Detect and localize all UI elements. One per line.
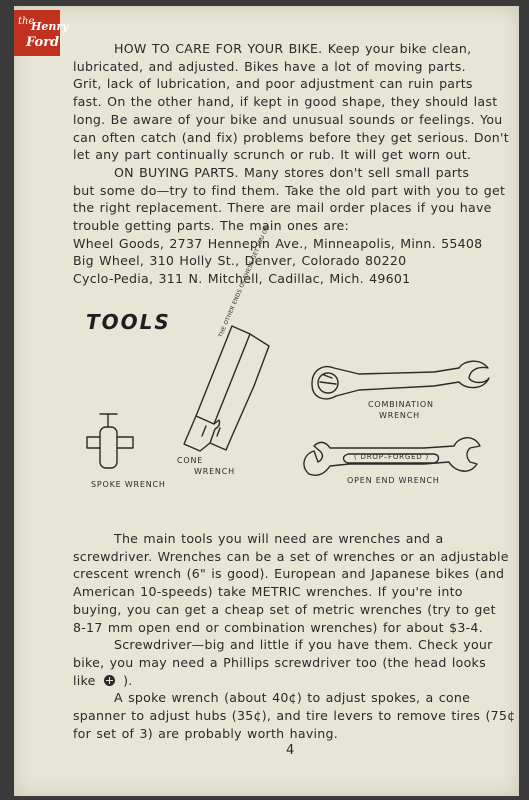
cone-wrench-label-line1: CONE xyxy=(177,456,204,465)
book-page xyxy=(14,6,519,796)
spoke-cone-tire-paragraph: A spoke wrench (about 40¢) to adjust spokes, a cone spanner to adjust hubs (35¢), and tire levers to remove tires (75¢ for set of 3) are probably worth having. xyxy=(73,690,516,741)
henry-ford-logo: the Henry Ford xyxy=(14,10,60,56)
cone-wrench-drawing xyxy=(184,326,269,451)
open-end-wrench-label: OPEN END WRENCH xyxy=(347,476,440,485)
page-number: 4 xyxy=(286,743,295,758)
phillips-head-icon xyxy=(104,675,115,686)
care-paragraph: HOW TO CARE FOR YOUR BIKE. Keep your bike clean, lubricated, and adjusted. Bikes have a lot of moving parts. Grit, lack of lubrication, and poor adjustment can ruin parts fast. On the other hand, if kept in good shape, they should last long. Be aware of your bike and unusual sounds or feelings. You can often catch (and fix) problems before they get serious. Don't let any part continually scrunch or rub. It will get worn out. xyxy=(73,41,509,163)
cone-wrench-handle-text: THE OTHER ENDS OF THESE GET YOU ON xyxy=(218,224,271,339)
tools-heading: TOOLS xyxy=(86,310,171,334)
spoke-wrench-drawing xyxy=(87,414,133,468)
drop-forged-label: ( DROP–FORGED ) xyxy=(354,453,430,461)
screwdriver-paragraph: Screwdriver—big and little if you have them. Check your bike, you may need a Phillips screwdriver too (the head looks like ). xyxy=(73,637,493,688)
wrenches-paragraph: The main tools you will need are wrenches and a screwdriver. Wrenches can be a set of wrenches or an adjustable crescent wrench (6" is good). European and Japanese bikes (and American 10-speeds) take METRIC wrenches. If you're into buying, you can get a cheap set of metric wrenches (try to get 8-17 mm open end or combination wrenches) for about $3-4. xyxy=(73,531,509,635)
address-big-wheel: Big Wheel, 310 Holly St., Denver, Colorado 80220 xyxy=(73,253,407,269)
tools-text xyxy=(73,530,516,742)
spoke-wrench-label: SPOKE WRENCH xyxy=(91,480,166,489)
address-wheel-goods: Wheel Goods, 2737 Hennepin Ave., Minneapolis, Minn. 55408 xyxy=(73,235,483,251)
buying-parts-paragraph: ON BUYING PARTS. Many stores don't sell small parts but some do—try to find them. Take the old part with you to get the right replacement. There are mail order places if you have trouble getting parts. The main ones are: Wheel Goods, 2737 Hennepin Ave., Minneapolis, Minn. 55408 Big Wheel, 310 Holly St., Denver, Colorado 80220 Cyclo-Pedia, 311 N. Mitchell, Cadillac, Mich. 49601 xyxy=(73,164,506,287)
address-cyclo-pedia: Cyclo-Pedia, 311 N. Mitchell, Cadillac, Mich. 49601 xyxy=(73,271,411,287)
combination-wrench-label-line1: COMBINATION xyxy=(368,400,434,409)
combination-wrench-drawing xyxy=(312,361,489,399)
cone-wrench-label-line2: WRENCH xyxy=(194,467,235,476)
combination-wrench-label-line2: WRENCH xyxy=(379,411,420,420)
